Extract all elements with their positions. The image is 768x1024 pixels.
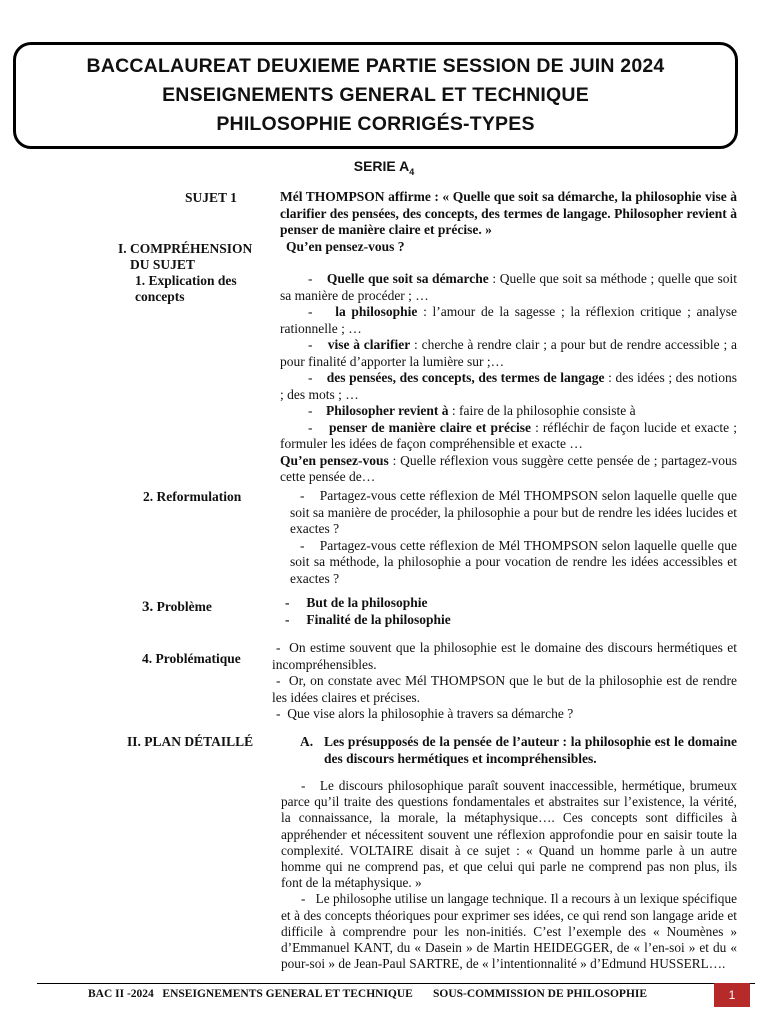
sub3-number: 3. <box>142 599 154 615</box>
concept-item: - des pensées, des concepts, des termes de langage : des idées ; des notions ; des mots ; … <box>280 370 737 402</box>
problematique-item: - On estime souvent que la philosophie est le domaine des discours hermétiques et incompréhensibles. <box>272 640 737 672</box>
sub1-title-a: 1. Explication des <box>135 273 237 288</box>
sub1-title-b: concepts <box>135 289 185 304</box>
part-a-heading <box>300 734 737 767</box>
section1-title-a: I. COMPRÉHENSION <box>118 241 253 256</box>
question-explanation: Qu’en pensez-vous : Quelle réflexion vous suggère cette pensée de ; partagez-vous cette pensée de… <box>280 452 737 484</box>
title-line-3: PHILOSOPHIE CORRIGÉS-TYPES <box>216 113 535 135</box>
section2-title: II. PLAN DÉTAILLÉ <box>127 734 254 749</box>
concept-item: - Quelle que soit sa démarche : Quelle que soit sa méthode ; quelle que soit sa manière de procéder ; … <box>280 271 738 303</box>
concept-item: - penser de manière claire et précise : réfléchir de façon lucide et exacte ; formuler les idées de façon compréhensible et exacte … <box>280 419 737 451</box>
sub2-title: 2. Reformulation <box>143 489 242 504</box>
problematique-item: - Que vise alors la philosophie à travers sa démarche ? <box>276 706 574 721</box>
concept-item: - Philosopher revient à : faire de la philosophie consiste à <box>308 403 636 418</box>
sub3-label: Problème <box>153 599 212 614</box>
paragraph: - Le philosophe utilise un langage technique. Il a recours à un lexique spécifique et à des concepts théoriques pour exprimer ses idées, ce qui rend son langage aride et difficile à comprendre pour les non-initiés. C’est l’exemple des « Noumènes » d’Emmanuel KANT, du « Dasein » de Martin HEIDEGGER, de « l’en-soi » et du « pour-soi » de Jean-Paul SARTRE, de « l’intentionnalité » d’Edmund HUSSERL…. <box>281 891 737 972</box>
probleme-item: - Finalité de la philosophie <box>285 611 451 627</box>
reformulation-item: - Partagez-vous cette réflexion de Mél THOMPSON selon laquelle quelle que soit sa méthode, la philosophie a pour vocation de rendre les idées accessibles et exactes ? <box>290 537 737 586</box>
sujet-statement <box>280 189 737 255</box>
serie-label: SERIE A <box>353 158 410 174</box>
concepts-list <box>280 271 737 486</box>
part-a-body <box>281 778 737 972</box>
paragraph: - Le discours philosophique paraît souvent inaccessible, hermétique, brumeux parce qu’il traite des questions fondamentales et abstraites sur l’existence, la vérité, la connaissance, la morale, la métaphysique…. Ces concepts sont difficiles à appréhender et nécessitent souvent une réflexion approfondie pour en saisir toute la complexité. VOLTAIRE disait à ce sujet : « Quand un homme parle à un autre homme qui ne comprend pas, et que celui qui parle ne comprend pas non plus, ils font de la métaphysique. » <box>281 778 737 891</box>
probleme-list <box>285 595 585 628</box>
reformulation-item: - Partagez-vous cette réflexion de Mél THOMPSON selon laquelle quelle que soit sa manière de procéder, la philosophie a pour but de rendre les idées lucides et exactes ? <box>290 488 737 536</box>
concept-item: - la philosophie : l’amour de la sagesse ; la réflexion critique ; analyse rationnelle ; … <box>280 304 738 336</box>
probleme-item: - But de la philosophie <box>285 595 428 610</box>
concept-item: - vise à clarifier : cherche à rendre clair ; a pour but de rendre accessible ; a pour finalité d’apporter la lumière sur ;… <box>280 337 737 369</box>
title-line-1: BACCALAUREAT DEUXIEME PARTIE SESSION DE JUIN 2024 <box>86 55 665 77</box>
sujet-text: Mél THOMPSON affirme : « Quelle que soit sa démarche, la philosophie vise à clarifier des pensées, des concepts, des termes de langage. Philosopher revient à penser de manière claire et précise. » <box>280 189 737 237</box>
sujet-label: SUJET 1 <box>185 190 237 205</box>
sub1-title <box>135 273 275 305</box>
sub4-title: 4. Problématique <box>142 651 241 666</box>
page-number-badge: 1 <box>714 983 750 1007</box>
sub3-title <box>142 599 212 615</box>
footer-text: BAC II -2024 ENSEIGNEMENTS GENERAL ET TECHNIQUE SOUS-COMMISSION DE PHILOSOPHIE <box>88 988 648 1000</box>
problematique-item: - Or, on constate avec Mél THOMPSON que le but de la philosophie est de rendre les idées claires et précises. <box>272 673 737 705</box>
section1-title-b: DU SUJET <box>130 257 195 272</box>
title-line-2: ENSEIGNEMENTS GENERAL ET TECHNIQUE <box>162 84 589 106</box>
section1-title <box>118 241 268 273</box>
part-a-title: Les présupposés de la pensée de l’auteur : la philosophie est le domaine des discours hermétiques et incompréhensibles. <box>324 734 737 766</box>
part-a-letter: A. <box>300 734 314 749</box>
footer-rule <box>37 983 755 984</box>
title-banner <box>13 42 738 149</box>
sujet-question: Qu’en pensez-vous ? <box>286 238 405 254</box>
problematique-list <box>272 640 737 723</box>
serie-subscript: 4 <box>409 166 415 177</box>
reformulation-list <box>290 488 737 587</box>
serie-heading <box>0 158 768 177</box>
